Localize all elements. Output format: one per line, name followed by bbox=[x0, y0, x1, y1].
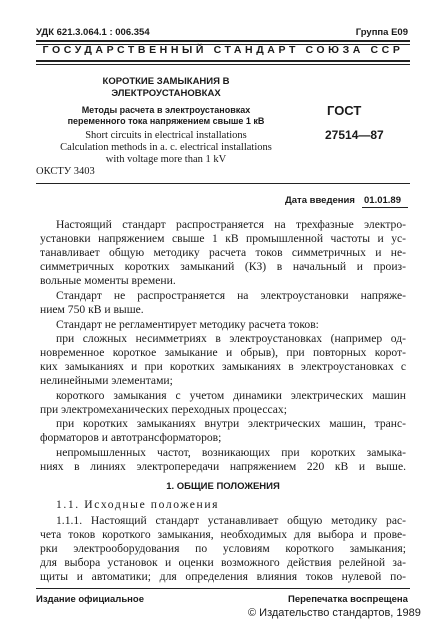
official-edition: Издание официальное bbox=[36, 594, 144, 605]
p8-line3: рки электрооборудования по условиям короткого замыкания; bbox=[40, 542, 406, 555]
p1-line4: симметричных коротких замыканий (КЗ) в начальный и произ- bbox=[40, 260, 406, 273]
p5-line1: короткого замыкания с учетом динамики электрических машин bbox=[56, 389, 406, 402]
copyright-notice: © Издательство стандартов, 1989 bbox=[248, 607, 421, 619]
p8-line1: 1.1.1. Настоящий стандарт устанавливает общую методику рас- bbox=[56, 514, 406, 527]
reprint-notice: Перепечатка воспрещена bbox=[288, 594, 408, 605]
p3-line1: Стандарт не регламентирует методику расчета токов: bbox=[56, 318, 319, 331]
p4-line2: новременное короткое замыкание и обрыв), при повторных корот- bbox=[40, 346, 406, 359]
date-value: 01.01.89 bbox=[364, 195, 401, 206]
udc-code: УДК 621.3.064.1 : 006.354 bbox=[36, 27, 150, 38]
p1-line5: вольные моменты времени. bbox=[40, 274, 176, 287]
subtitle-ru-line2: переменного тока напряжением свыше 1 кВ bbox=[67, 116, 265, 126]
title-en-line3: with voltage more than 1 kV bbox=[105, 154, 227, 165]
p4-line1: при сложных несимметриях в электроустановках (например од- bbox=[56, 332, 406, 345]
p4-line4: нелинейными элементами; bbox=[40, 374, 173, 387]
title-ru-line1: КОРОТКИЕ ЗАМЫКАНИЯ В bbox=[102, 76, 230, 87]
okstu-code: ОКСТУ 3403 bbox=[36, 166, 95, 177]
section-title: 1. ОБЩИЕ ПОЛОЖЕНИЯ bbox=[166, 481, 280, 492]
p2-line1: Стандарт не распространяется на электроустановки напряже- bbox=[56, 289, 406, 302]
p6-line2: форматоров и автотрансформаторов; bbox=[40, 431, 222, 444]
p8-line5: щиты и автоматики; для определения влияния токов нулевой по- bbox=[40, 570, 406, 583]
header-rule-bottom bbox=[36, 60, 410, 65]
subtitle-ru-line1: Методы расчета в электроустановках bbox=[81, 105, 251, 115]
title-en-line1: Short circuits in electrical installations bbox=[85, 130, 247, 141]
p2-line2: нием 750 кВ и выше. bbox=[40, 303, 144, 316]
gost-label: ГОСТ bbox=[327, 103, 362, 118]
title-ru-line2: ЭЛЕКТРОУСТАНОВКАХ bbox=[111, 88, 221, 99]
title-block-rule bbox=[36, 183, 410, 184]
group-code: Группа Е09 bbox=[355, 27, 408, 38]
standard-banner: ГОСУДАРСТВЕННЫЙ СТАНДАРТ СОЮЗА ССР bbox=[42, 44, 404, 56]
date-underline bbox=[362, 207, 408, 208]
p5-line2: при электромеханических переходных процессах; bbox=[40, 403, 287, 416]
p1-line2: установки напряжением свыше 1 кВ промышленной частоты и ус- bbox=[40, 232, 406, 245]
p6-line1: при коротких замыканиях внутри электрических машин, транс- bbox=[56, 417, 406, 430]
p7-line1: непромышленных частот, возникающих при коротких замыка- bbox=[56, 446, 406, 459]
title-en-line2: Calculation methods in a. c. electrical installations bbox=[60, 142, 272, 153]
p8-line2: чета токов короткого замыкания, необходимых для выбора и прове- bbox=[40, 528, 406, 541]
p1-line3: танавливает общую методику расчета токов симметричных и не- bbox=[40, 246, 406, 259]
footer-rule bbox=[36, 588, 410, 589]
gost-number: 27514—87 bbox=[325, 128, 384, 142]
p4-line3: ких замыканиях и при коротких замыканиях в электроустановках с bbox=[40, 360, 406, 373]
subsection-title: 1.1. Исходные положения bbox=[56, 498, 220, 511]
p7-line2: ниях в линиях электропередачи напряжением 220 кВ и выше. bbox=[40, 460, 406, 473]
p8-line4: для выбора установок и оценки возможного действия релейной за- bbox=[40, 556, 406, 569]
p1-line1: Настоящий стандарт распространяется на трехфазные электро- bbox=[56, 218, 406, 231]
date-label: Дата введения bbox=[285, 195, 355, 206]
